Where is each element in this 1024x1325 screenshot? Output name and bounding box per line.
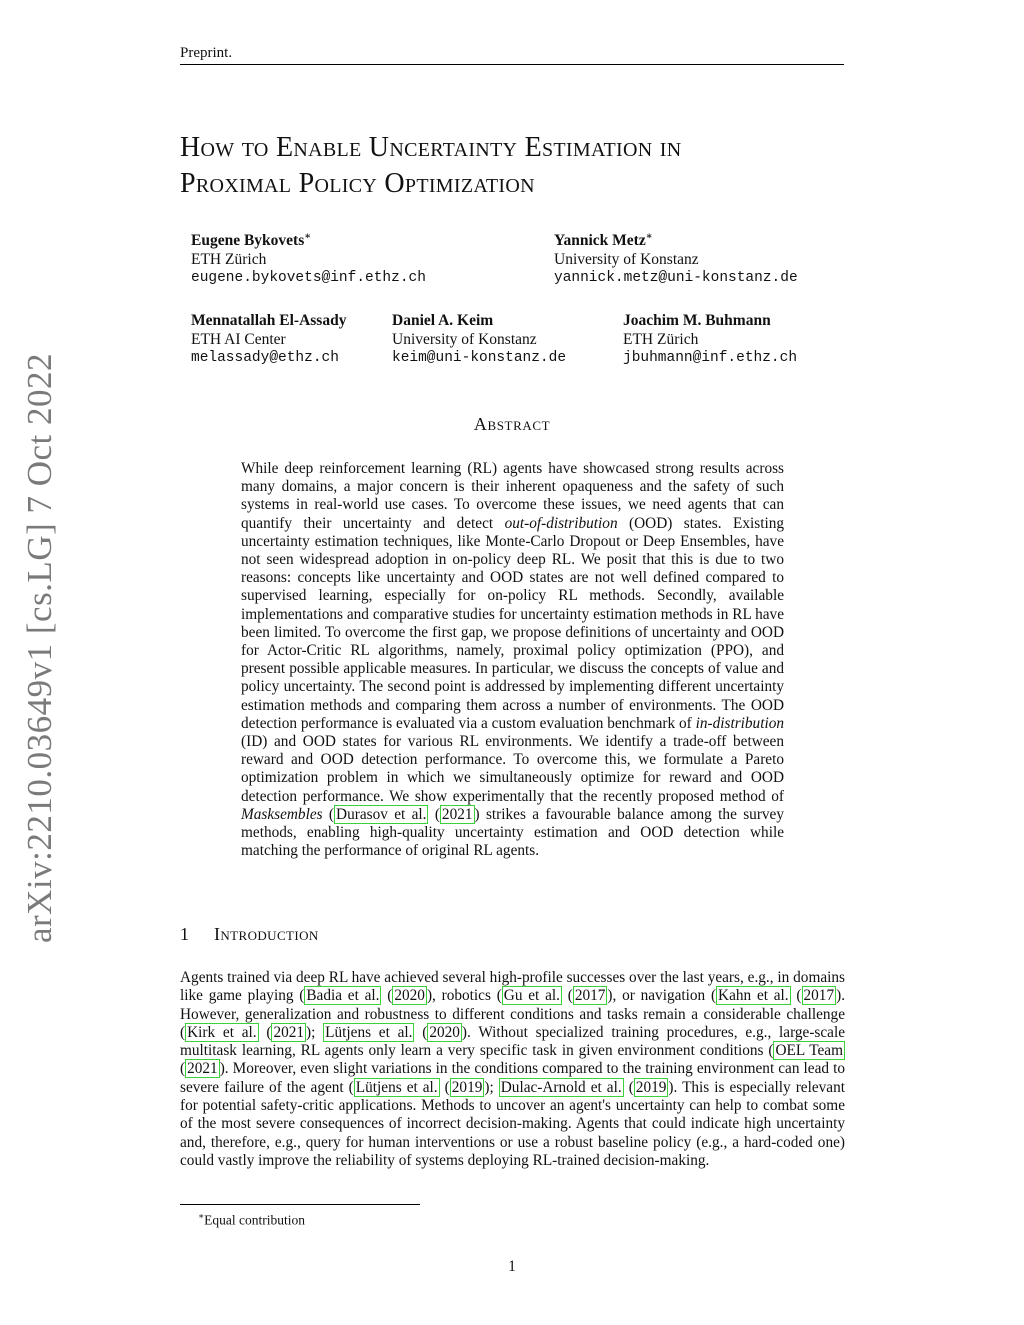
citation-link[interactable]: 2020	[394, 987, 425, 1005]
author-email[interactable]: jbuhmann@inf.ethz.ch	[623, 350, 798, 366]
citation-link[interactable]: 2021	[441, 805, 473, 823]
paper-title	[180, 130, 860, 202]
citation-link[interactable]: Durasov et al.	[336, 805, 427, 823]
title-line-1: How to Enable Uncertainty Estimation in	[180, 132, 682, 163]
author-affiliation: ETH Zürich	[191, 250, 267, 268]
citation-link[interactable]: 2021	[187, 1060, 218, 1078]
author-email[interactable]: melassady@ethz.ch	[191, 350, 339, 366]
citation-link[interactable]: Lütjens et al.	[355, 1078, 438, 1096]
citation-link[interactable]: Gu et al.	[503, 987, 560, 1005]
author-affiliation: ETH Zürich	[623, 330, 699, 348]
author-affiliation: University of Konstanz	[392, 330, 537, 348]
author-block	[623, 312, 797, 368]
author-affiliation: ETH AI Center	[191, 330, 286, 348]
abstract-heading: Abstract	[473, 414, 551, 434]
title-line-2: Proximal Policy Optimization	[180, 168, 535, 199]
introduction-paragraph: Agents trained via deep RL have achieved several high-profile successes over the last years, e.g., in domains like game playing ( Badia et al. ( 2020 ), robotics ( Gu et al. ( 2017 ), or navigation ( Kahn et al. ( 2017 ). However, generalization and robustness to different conditions and tasks remain a considerable challenge ( Kirk et al. ( 2021 ); Lütjens et al. ( 2020 ). Without specialized training procedures, e.g., large-scale multitask learning, RL agents only learn a very specific task in given environment conditions ( OEL Team ( 2021 ). Moreover, even slight variations in the conditions compared to the training environment can lead to severe failure of the agent ( Lütjens et al. ( 2019 ); Dulac-Arnold et al. ( 2019 ). This is especially relevant for potential safety-critic applications. Methods to uncover an agent's uncertainty can help to combat some of the most severe consequences of incorrect decision-making. Agents that could indicate high uncertainty and, therefore, e.g., query for human interventions or use a robust baseline policy (e.g., a hard-coded one) could vastly improve the reliability of systems deploying RL-trained decision-making.	[180, 969, 846, 1169]
citation-link[interactable]: 2019	[635, 1078, 667, 1096]
author-block	[191, 228, 426, 288]
author-name: Daniel A. Keim	[392, 312, 494, 329]
arxiv-side-stamp: arXiv:2210.03649v1 [cs.LG] 7 Oct 2022	[20, 352, 59, 944]
author-block	[554, 228, 798, 288]
abstract-body: While deep reinforcement learning (RL) agents have showcased strong results across many domains, a major concern is their inherent opaqueness and the safety of such systems in real-world use cases. To overcome these issues, we need agents that can quantify their uncertainty and detect out-of-distribution (OOD) states. Existing uncertainty estimation techniques, like Monte-Carlo Dropout or Deep Ensembles, have not seen widespread adoption in on-policy deep RL. We posit that this is due to two reasons: concepts like uncertainty and OOD states are not well defined compared to supervised learning, especially for on-policy RL methods. Secondly, available implementations and comparative studies for uncertainty estimation methods in RL have been limited. To overcome the first gap, we propose definitions of uncertainty and OOD for Actor-Critic RL algorithms, namely, proximal policy optimization (PPO), and present possible applicable measures. In particular, we discuss the concepts of value and policy uncertainty. The second point is addressed by implementing different uncertainty estimation methods and comparing them across a number of environments. The OOD detection performance is evaluated via a custom evaluation benchmark of in-distribution (ID) and OOD states for various RL environments. We identify a trade-off between reward and OOD detection performance. To overcome this, we formulate a Pareto optimization problem in which we simultaneously optimize for reward and OOD detection performance. We show experimentally that the recently proposed method of Masksembles ( Durasov et al. ( 2021 ) strikes a favourable balance among the survey methods, enabling high-quality uncertainty estimation and OOD detection while matching the performance of original RL agents.	[241, 460, 785, 860]
citation-link[interactable]: Kahn et al.	[718, 987, 789, 1005]
author-name: Eugene Bykovets∗	[191, 231, 312, 250]
author-block	[191, 312, 346, 368]
author-email[interactable]: yannick.metz@uni-konstanz.de	[554, 270, 798, 287]
author-email[interactable]: keim@uni-konstanz.de	[392, 350, 567, 366]
citation-link[interactable]: Dulac-Arnold et al.	[500, 1078, 622, 1096]
citation-link[interactable]: Kirk et al.	[187, 1023, 257, 1041]
footnote: ∗Equal contribution	[198, 1211, 305, 1228]
citation-link[interactable]: 2017	[803, 987, 835, 1005]
citation-link[interactable]: 2017	[574, 987, 606, 1005]
page-number: 1	[508, 1258, 516, 1275]
citation-link[interactable]: 2019	[451, 1078, 483, 1096]
section-heading-introduction: 1 Introduction	[180, 924, 319, 944]
author-block	[392, 312, 566, 368]
author-name: Joachim M. Buhmann	[623, 312, 771, 329]
citation-link[interactable]: Badia et al.	[306, 987, 380, 1005]
author-email[interactable]: eugene.bykovets@inf.ethz.ch	[191, 270, 426, 287]
footnote-rule	[180, 1204, 420, 1205]
author-name: Mennatallah El-Assady	[191, 312, 347, 329]
author-affiliation: University of Konstanz	[554, 250, 699, 268]
citation-link[interactable]: OEL Team	[775, 1042, 843, 1060]
citation-link[interactable]: Lütjens et al.	[325, 1023, 413, 1041]
running-header: Preprint.	[180, 44, 844, 65]
citation-link[interactable]: 2020	[429, 1023, 460, 1041]
author-name: Yannick Metz∗	[554, 231, 653, 250]
citation-link[interactable]: 2021	[273, 1023, 305, 1041]
